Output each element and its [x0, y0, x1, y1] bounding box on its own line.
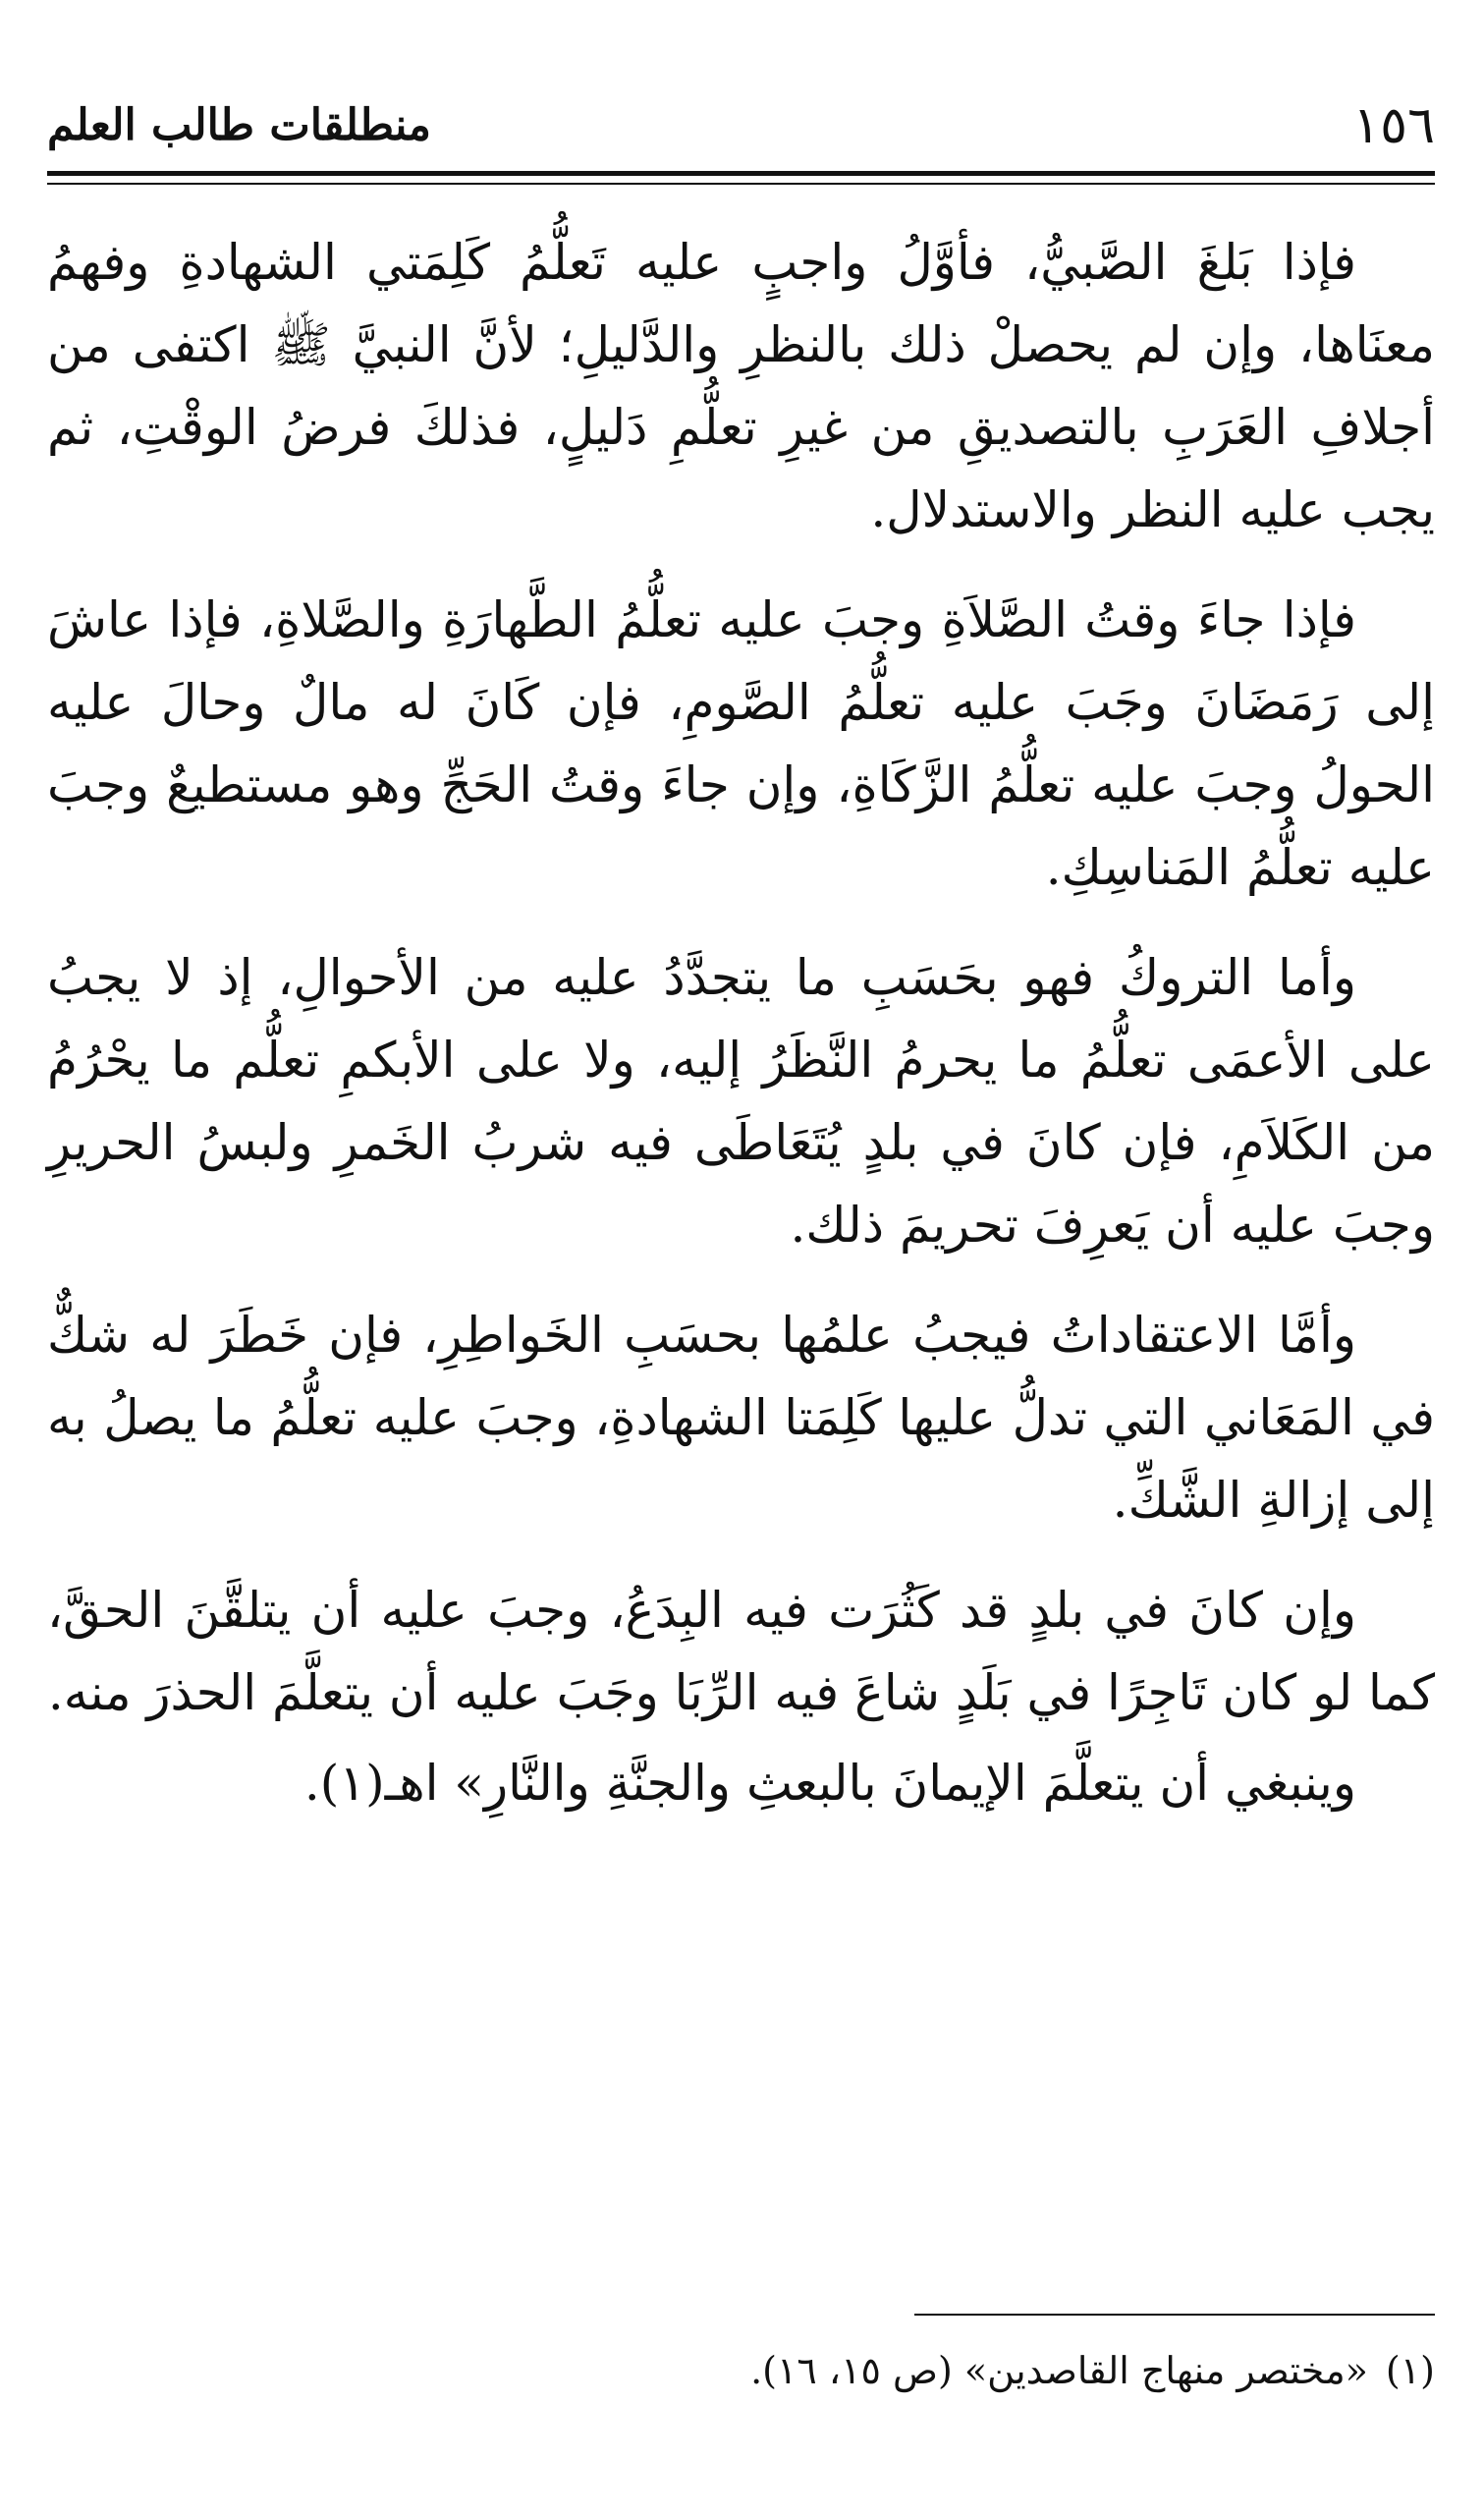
footnote — [47, 2343, 1435, 2398]
paragraph-5: وإن كانَ في بلدٍ قد كَثُرَت فيه البِدَعُ، وجبَ عليه أن يتلقَّنَ الحقَّ، كما لو كان تَاجِرًا في بَلَدٍ شاعَ فيه الرِّبَا وجَبَ عليه أن يتعلَّمَ الحذرَ منه. — [47, 1582, 1435, 1721]
page-number: ١٥٦ — [1352, 96, 1435, 155]
page-header — [47, 86, 1435, 155]
paragraph-1: فإذا بَلغَ الصَّبيُّ، فأوَّلُ واجبٍ عليه تَعلُّمُ كَلِمَتي الشهادةِ وفهمُ معنَاها، وإن لم يحصلْ ذلك بالنظرِ والدَّليلِ؛ لأنَّ النبيَّ ﷺ اكتفى من أجلافِ العَرَبِ بالتصديقِ من غيرِ تعلُّمِ دَليلٍ، فذلكَ فرضُ الوقْتِ، ثم يجب عليه النظر والاستدلال. — [47, 234, 1435, 538]
paragraph-3: وأما التروكُ فهو بحَسَبِ ما يتجدَّدُ عليه من الأحوالِ، إذ لا يجبُ على الأعمَى تعلُّمُ ما يحرمُ النَّظَرُ إليه، ولا على الأبكمِ تعلُّم ما يحْرُمُ من الكَلاَمِ، فإن كانَ في بلدٍ يُتَعَاطَى فيه شربُ الخَمرِ ولبسُ الحريرِ وجبَ عليه أن يَعرِفَ تحريمَ ذلك. — [47, 949, 1435, 1254]
header-rule-thin — [47, 183, 1435, 185]
footnote-marker: (١) — [1385, 2349, 1435, 2392]
body-text — [47, 221, 1435, 1852]
paragraph-4: وأمَّا الاعتقاداتُ فيجبُ علمُها بحسَبِ الخَواطِرِ، فإن خَطَرَ له شكٌّ في المَعَاني التي تدلُّ عليها كَلِمَتا الشهادةِ، وجبَ عليه تعلُّمُ ما يصلُ به إلى إزالةِ الشَّكِّ. — [47, 1307, 1435, 1529]
book-page — [47, 0, 1435, 2516]
paragraph-2: فإذا جاءَ وقتُ الصَّلاَةِ وجبَ عليه تعلُّمُ الطَّهارَةِ والصَّلاةِ، فإذا عاشَ إلى رَمَضَانَ وجَبَ عليه تعلُّمُ الصَّومِ، فإن كَانَ له مالٌ وحالَ عليه الحولُ وجبَ عليه تعلُّمُ الزَّكَاةِ، وإن جاءَ وقتُ الحَجِّ وهو مستطيعٌ وجبَ عليه تعلُّمُ المَناسِكِ. — [47, 591, 1435, 896]
footnote-text: «مختصر منهاج القاصدين» (ص ١٥، ١٦). — [750, 2349, 1368, 2392]
footnote-rule — [914, 2314, 1435, 2316]
running-title: منطلقات طالب العلم — [47, 100, 431, 150]
paragraph-6: وينبغي أن يتعلَّمَ الإيمانَ بالبعثِ والجنَّةِ والنَّارِ» اهـ(١). — [303, 1755, 1356, 1812]
header-rule-thick — [47, 171, 1435, 176]
